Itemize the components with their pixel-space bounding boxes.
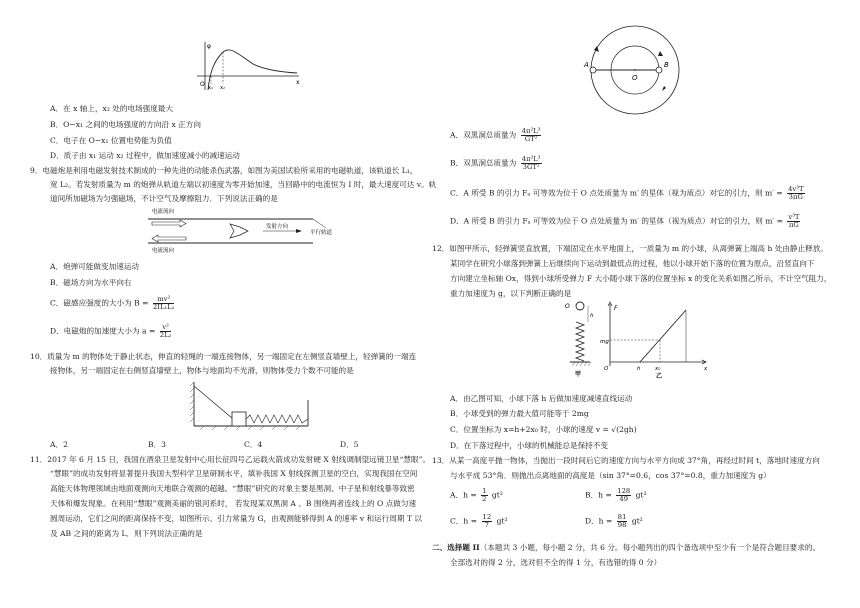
q9-stem-line1: 9．电磁炮是利用电磁发射技术制成的一种先进的动能杀伤武器，如图为美国试验所采用的电磁轨道，该轨道长 L₁， <box>30 166 418 175</box>
q13-option-a-lhs: A．h = <box>450 490 477 500</box>
q10-option-b: B．3 <box>148 440 167 449</box>
q11-binary-orbit-figure <box>580 8 690 118</box>
q13-option-d-fraction <box>617 514 628 529</box>
q12-fig-mg-label: mg <box>600 339 609 345</box>
q11-fig-label-b: B <box>664 61 669 69</box>
q12-option-c: C．位置坐标为 x=h+2x₀ 时，小球的速度 v = √(2gh) <box>450 425 637 434</box>
q9-option-c-prefix: C．磁感应强度的大小为 <box>50 298 132 308</box>
q9-option-d-prefix: D．电磁炮的加速度大小为 <box>50 326 140 336</box>
q13-option-b <box>585 488 647 503</box>
q12-fig-x0-label: x₀ <box>655 366 661 372</box>
q10-option-a: A．2 <box>50 440 68 449</box>
q13-option-d <box>585 514 643 529</box>
q12-fig-o-label: O <box>565 303 570 310</box>
q11-option-c-fraction <box>787 186 804 201</box>
q8-tick-x2: x₂ <box>220 85 225 91</box>
q11-fig-label-o: O <box>632 74 638 82</box>
q11-option-c-numerator: 4v³T <box>788 185 804 193</box>
q12-fig-h-axis-label: h <box>637 366 641 372</box>
q8-tick-x1: x₁ <box>208 85 213 91</box>
q11-option-d-denominator: πG <box>788 221 799 230</box>
q13-option-d-tail: gt² <box>631 516 643 526</box>
q13-option-a-fraction <box>481 488 487 503</box>
q12-fig-h-label: h <box>590 313 594 319</box>
q13-option-a-denominator: 2 <box>482 495 487 504</box>
q8-option-c: C．电子在 O−x₁ 位置电势能为负值 <box>50 136 172 145</box>
q12-stem-line1: 12．如图甲所示，轻弹簧竖直放置，下端固定在水平地面上，一质量为 m 的小球，从离弹簧上端高 h 处由静止释放。 <box>432 244 828 253</box>
q8-potential-graph <box>193 40 303 92</box>
q12-fig-f-label: F <box>614 305 618 312</box>
q9-fig-parallel-rail: 平行轨道 <box>310 230 333 236</box>
q13-option-b-numerator: 128 <box>617 487 631 495</box>
q11-option-d-numerator: v³T <box>788 213 800 221</box>
q9-railgun-figure <box>138 206 348 256</box>
q13-option-b-tail: gt² <box>635 490 647 500</box>
q11-option-a-prefix: A．双黑洞总质量为 <box>450 130 517 140</box>
q13-option-c-numerator: 12 <box>482 513 492 521</box>
q11-option-a-fraction <box>521 128 542 143</box>
q11-fig-label-a: A <box>584 61 589 69</box>
q9-option-c-denominator: 2IL₁L₂ <box>152 303 175 312</box>
q10-option-c: C．4 <box>244 440 263 449</box>
q9-option-c-fraction <box>153 296 175 311</box>
q12-stem-line4: 重力加速度为 g，以下判断正确的是 <box>450 289 572 298</box>
q10-stem-line2: 接物体，另一端固定在右侧竖直墙壁上，物体与地面均不光滑，则物体受力个数不可能的是 <box>50 366 354 375</box>
q11-stem-line4: 天体和爆发现象。在利用“慧眼”观测美丽的银河系时， 若发现某双黑洞 A 、B 围绕两者连线上的 O 点做匀速 <box>50 499 417 508</box>
q13-stem-line1: 13．从某一高度平抛一物体，当抛出一段时间后它的速度方向与水平方向成 37°角，再经过时间 t，落地时速度方向 <box>432 456 820 465</box>
q11-stem-line1: 11．2017 年 6 月 15 日，我国在酒泉卫星发射中心用长征四号乙运载火箭成功发射硬 X 射线调制望远镜卫星“慧眼”。 <box>30 455 431 464</box>
section2-header <box>432 543 820 553</box>
q10-option-d: D．5 <box>340 440 359 449</box>
q11-stem-line5: 圆周运动，它们之间的距离保持不变，如图所示。引力常量为 G，由观测能够得到 A 的速率 v 和运行周期 T 以 <box>50 514 422 523</box>
q11-stem-line3: 高能天体物理领域由地面观测向天地联合观测的超越。“慧眼”研究的对象主要是黑洞、中子星和射线暴等致密 <box>50 484 415 493</box>
q9-option-c-numerator: mv² <box>153 296 175 304</box>
section2-desc-line2: 全部选对的得 2 分，选对但不全的得 1 分，有选错的得 0 分） <box>450 558 662 567</box>
q13-option-c-fraction <box>482 514 493 529</box>
q8-option-d: D．质子由 x₁ 运动 x₂ 过程中，做加速度减小的减速运动 <box>50 151 240 160</box>
q8-option-a: A．在 x 轴上，x₂ 处的电场强度最大 <box>50 104 174 113</box>
q13-option-a <box>450 488 503 503</box>
q11-option-d <box>450 214 802 229</box>
q8-tick-o: O <box>200 81 205 88</box>
q13-option-c <box>450 514 508 529</box>
q11-option-b <box>450 156 544 171</box>
q11-option-d-text: D．A 所受 B 的引力 Fₐ 可等效为位于 O 点处质量为 m′ 的星体（视为质点）对它的引力，则 m′ = <box>450 216 783 226</box>
q12-option-b: B．小球受到的弹力最大值可能等于 2mg <box>450 409 589 418</box>
q9-option-b: B．磁场方向为水平向右 <box>50 278 132 287</box>
q9-option-d-denominator: 2L₂ <box>159 331 172 340</box>
q9-option-d <box>50 324 173 339</box>
q9-option-d-lhs: a = <box>142 326 156 336</box>
q12-spring-figure-jia <box>564 298 596 378</box>
q11-option-a-numerator: 4π²L³ <box>521 127 541 135</box>
q12-fig-jia-label: 甲 <box>575 371 582 378</box>
q10-stem-line1: 10．质量为 m 的物体处于静止状态，伸直的轻绳的一端连接物体，另一端固定在左侧竖直墙壁上，轻弹簧的一端连 <box>30 352 417 361</box>
q11-option-c-text: C．A 所受 B 的引力 Fₐ 可等效为位于 O 点处质量为 m′ 的星体（视为质点）对它的引力，则 m′ = <box>450 188 783 198</box>
q9-option-c-lhs: B = <box>134 298 149 308</box>
q13-option-d-lhs: D．h = <box>585 516 613 526</box>
q8-x-label: x <box>296 79 300 86</box>
q11-option-c-denominator: 3πG <box>788 193 803 202</box>
q11-option-b-numerator: 4π²L³ <box>521 155 541 163</box>
q9-option-c <box>50 296 176 311</box>
q8-y-label: φ <box>207 43 211 50</box>
q13-option-a-tail: gt² <box>491 490 503 500</box>
q12-force-graph-yi <box>600 300 710 380</box>
q13-option-c-denominator: 7 <box>484 521 489 530</box>
q13-option-d-denominator: 98 <box>617 521 627 530</box>
q9-stem-line2: 宽 L₂。若发射质量为 m 的炮弹从轨道左端以初速度为零开始加速，当回路中的电流恒为 I 时，最大速度可达 v。轨 <box>50 180 437 189</box>
q13-option-c-lhs: C．h = <box>450 516 478 526</box>
q12-stem-line2: 某同学在研究小球落到弹簧上后继续向下运动到最低点的过程，他以小球开始下落的位置为原点，沿竖直向下 <box>450 259 815 268</box>
q13-option-d-numerator: 81 <box>617 513 627 521</box>
q11-stem-line2: “慧眼”的成功发射将显著提升我国大型科学卫星研制水平，填补我国 X 射线探测卫星的空白，实现我国在空间 <box>50 469 418 478</box>
q12-option-d: D．在下落过程中，小球的机械能总是保持不变 <box>450 441 608 450</box>
q12-fig-x-axis-label: x <box>704 366 708 372</box>
q11-option-c <box>450 186 807 201</box>
q11-option-b-denominator: 3GT² <box>522 163 540 172</box>
q11-option-a-denominator: GT² <box>524 135 538 144</box>
q9-fig-current-bottom: 电流流向 <box>152 248 175 254</box>
q10-spring-block-figure <box>188 380 313 432</box>
q9-fig-current-top: 电流流向 <box>152 209 175 215</box>
q12-stem-line3: 方向建立坐标轴 Ox，得到小球所受弹力 F 大小随小球下落的位置坐标 x 的变化关系如图乙所示，不计空气阻力， <box>450 274 832 283</box>
q9-stem-line3: 道间所加磁场为匀强磁场，不计空气及摩擦阻力．下列说法正确的是 <box>50 194 278 203</box>
q13-option-b-fraction <box>616 488 631 503</box>
q11-option-b-fraction <box>521 156 542 171</box>
q11-option-a <box>450 128 543 143</box>
q11-option-d-fraction <box>787 214 800 229</box>
q9-option-a: A．炮弹可能做变加速运动 <box>50 262 140 271</box>
q13-option-b-lhs: B．h = <box>585 490 612 500</box>
q13-option-b-denominator: 49 <box>619 495 629 504</box>
q13-option-c-tail: gt² <box>496 516 508 526</box>
q11-stem-line6: 及 AB 之间的距离为 L．则下列说法正确的是 <box>50 529 203 538</box>
q9-fig-launch-direction: 发射方向 <box>266 224 289 230</box>
q9-option-d-numerator: v² <box>160 324 172 332</box>
q9-option-d-fraction <box>160 324 172 339</box>
section2-title: 二、选择题 II <box>432 543 480 552</box>
q12-fig-yi-label: 乙 <box>656 373 663 380</box>
q8-option-b: B．O−x₁ 之间的电场强度的方向沿 x 正方向 <box>50 120 201 129</box>
q13-option-a-numerator: 1 <box>482 487 487 495</box>
q13-stem-line2: 与水平成 53°角．则抛出点离地面的高度是（sin 37°=0.6，cos 37°=0.8，重力加速度为 g） <box>450 471 771 480</box>
q12-fig-origin-label: O <box>604 366 609 372</box>
section2-desc-line1: （本题共 3 小题，每小题 2 分，共 6 分。每小题列出的四个备选项中至少有一个是符合题目要求的。 <box>479 543 821 552</box>
q11-option-b-prefix: B．双黑洞总质量为 <box>450 158 517 168</box>
q12-option-a: A．由乙图可知，小球下落 h 后做加速度减速直线运动 <box>450 394 633 403</box>
